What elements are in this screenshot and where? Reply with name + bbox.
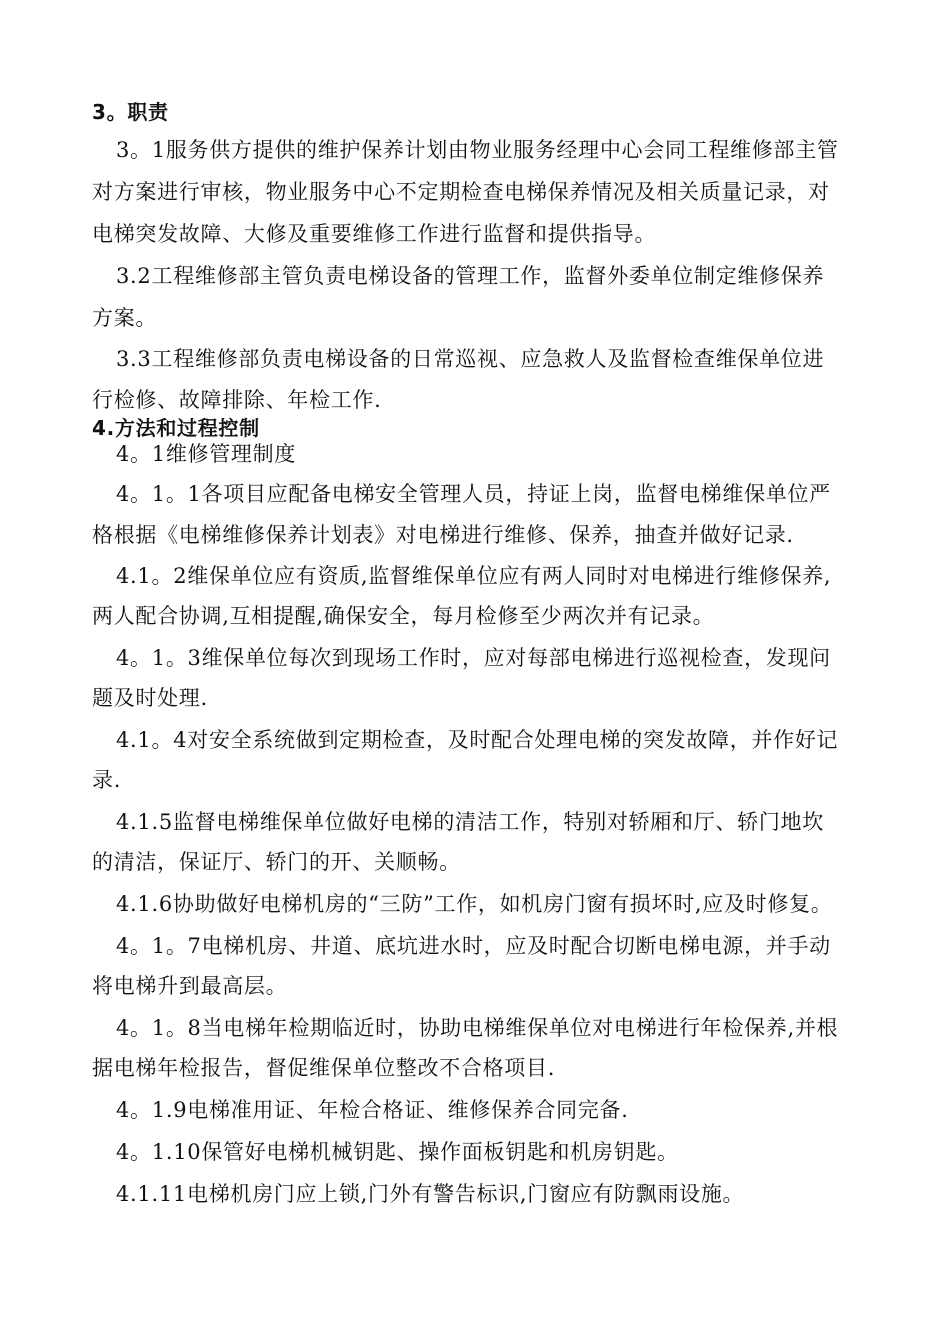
- paragraph-4-1-5-line-2: 的清洁，保证厅、轿门的开、关顺畅。: [92, 850, 461, 874]
- paragraph-4-1-6-line-1: 4.1.6协助做好电梯机房的“三防”工作，如机房门窗有损坏时,应及时修复。: [116, 892, 833, 916]
- paragraph-4-1-2-line-2: 两人配合协调,互相提醒,确保安全，每月检修至少两次并有记录。: [92, 604, 715, 628]
- paragraph-3-3-line-1: 3.3工程维修部负责电梯设备的日常巡视、应急救人及监督检查维保单位进: [116, 347, 825, 371]
- paragraph-4-1-9-line-1: 4。1.9电梯准用证、年检合格证、维修保养合同完备.: [116, 1098, 629, 1122]
- paragraph-3-1-line-2: 对方案进行审核，物业服务中心不定期检查电梯保养情况及相关质量记录，对: [92, 180, 830, 204]
- paragraph-4-1-10-line-1: 4。1.10保管好电梯机械钥匙、操作面板钥匙和机房钥匙。: [116, 1140, 679, 1164]
- subsection-heading-4-1: 4。1维修管理制度: [116, 442, 297, 466]
- section-heading-4: 4.方法和过程控制: [92, 416, 260, 440]
- paragraph-4-1-7-line-1: 4。1。7电梯机房、井道、底坑进水时，应及时配合切断电梯电源，并手动: [116, 934, 831, 958]
- paragraph-4-1-1-line-2: 格根据《电梯维修保养计划表》对电梯进行维修、保养，抽查并做好记录.: [92, 523, 794, 547]
- paragraph-4-1-3-line-1: 4。1。3维保单位每次到现场工作时，应对每部电梯进行巡视检查，发现问: [116, 646, 831, 670]
- paragraph-4-1-4-line-2: 录.: [92, 768, 122, 792]
- section-heading-3: 3。职责: [92, 100, 169, 124]
- paragraph-4-1-3-line-2: 题及时处理.: [92, 686, 208, 710]
- paragraph-4-1-11-line-1: 4.1.11电梯机房门应上锁,门外有警告标识,门窗应有防飘雨设施。: [116, 1182, 745, 1206]
- paragraph-3-2-line-1: 3.2工程维修部主管负责电梯设备的管理工作，监督外委单位制定维修保养: [116, 264, 825, 288]
- paragraph-3-1-line-1: 3。1服务供方提供的维护保养计划由物业服务经理中心会同工程维修部主管: [116, 138, 839, 162]
- paragraph-4-1-2-line-1: 4.1。2维保单位应有资质,监督维保单位应有两人同时对电梯进行维修保养,: [116, 564, 832, 588]
- paragraph-4-1-1-line-1: 4。1。1各项目应配备电梯安全管理人员，持证上岗，监督电梯维保单位严: [116, 482, 831, 506]
- paragraph-4-1-8-line-2: 据电梯年检报告，督促维保单位整改不合格项目.: [92, 1056, 556, 1080]
- paragraph-4-1-8-line-1: 4。1。8当电梯年检期临近时，协助电梯维保单位对电梯进行年检保养,并根: [116, 1016, 839, 1040]
- paragraph-4-1-4-line-1: 4.1。4对安全系统做到定期检查，及时配合处理电梯的突发故障，并作好记: [116, 728, 839, 752]
- paragraph-4-1-7-line-2: 将电梯升到最高层。: [92, 974, 288, 998]
- paragraph-4-1-5-line-1: 4.1.5监督电梯维保单位做好电梯的清洁工作，特别对轿厢和厅、轿门地坎: [116, 810, 824, 834]
- paragraph-3-3-line-2: 行检修、故障排除、年检工作.: [92, 388, 382, 412]
- paragraph-3-1-line-3: 电梯突发故障、大修及重要维修工作进行监督和提供指导。: [92, 222, 657, 246]
- paragraph-3-2-line-2: 方案。: [92, 306, 158, 330]
